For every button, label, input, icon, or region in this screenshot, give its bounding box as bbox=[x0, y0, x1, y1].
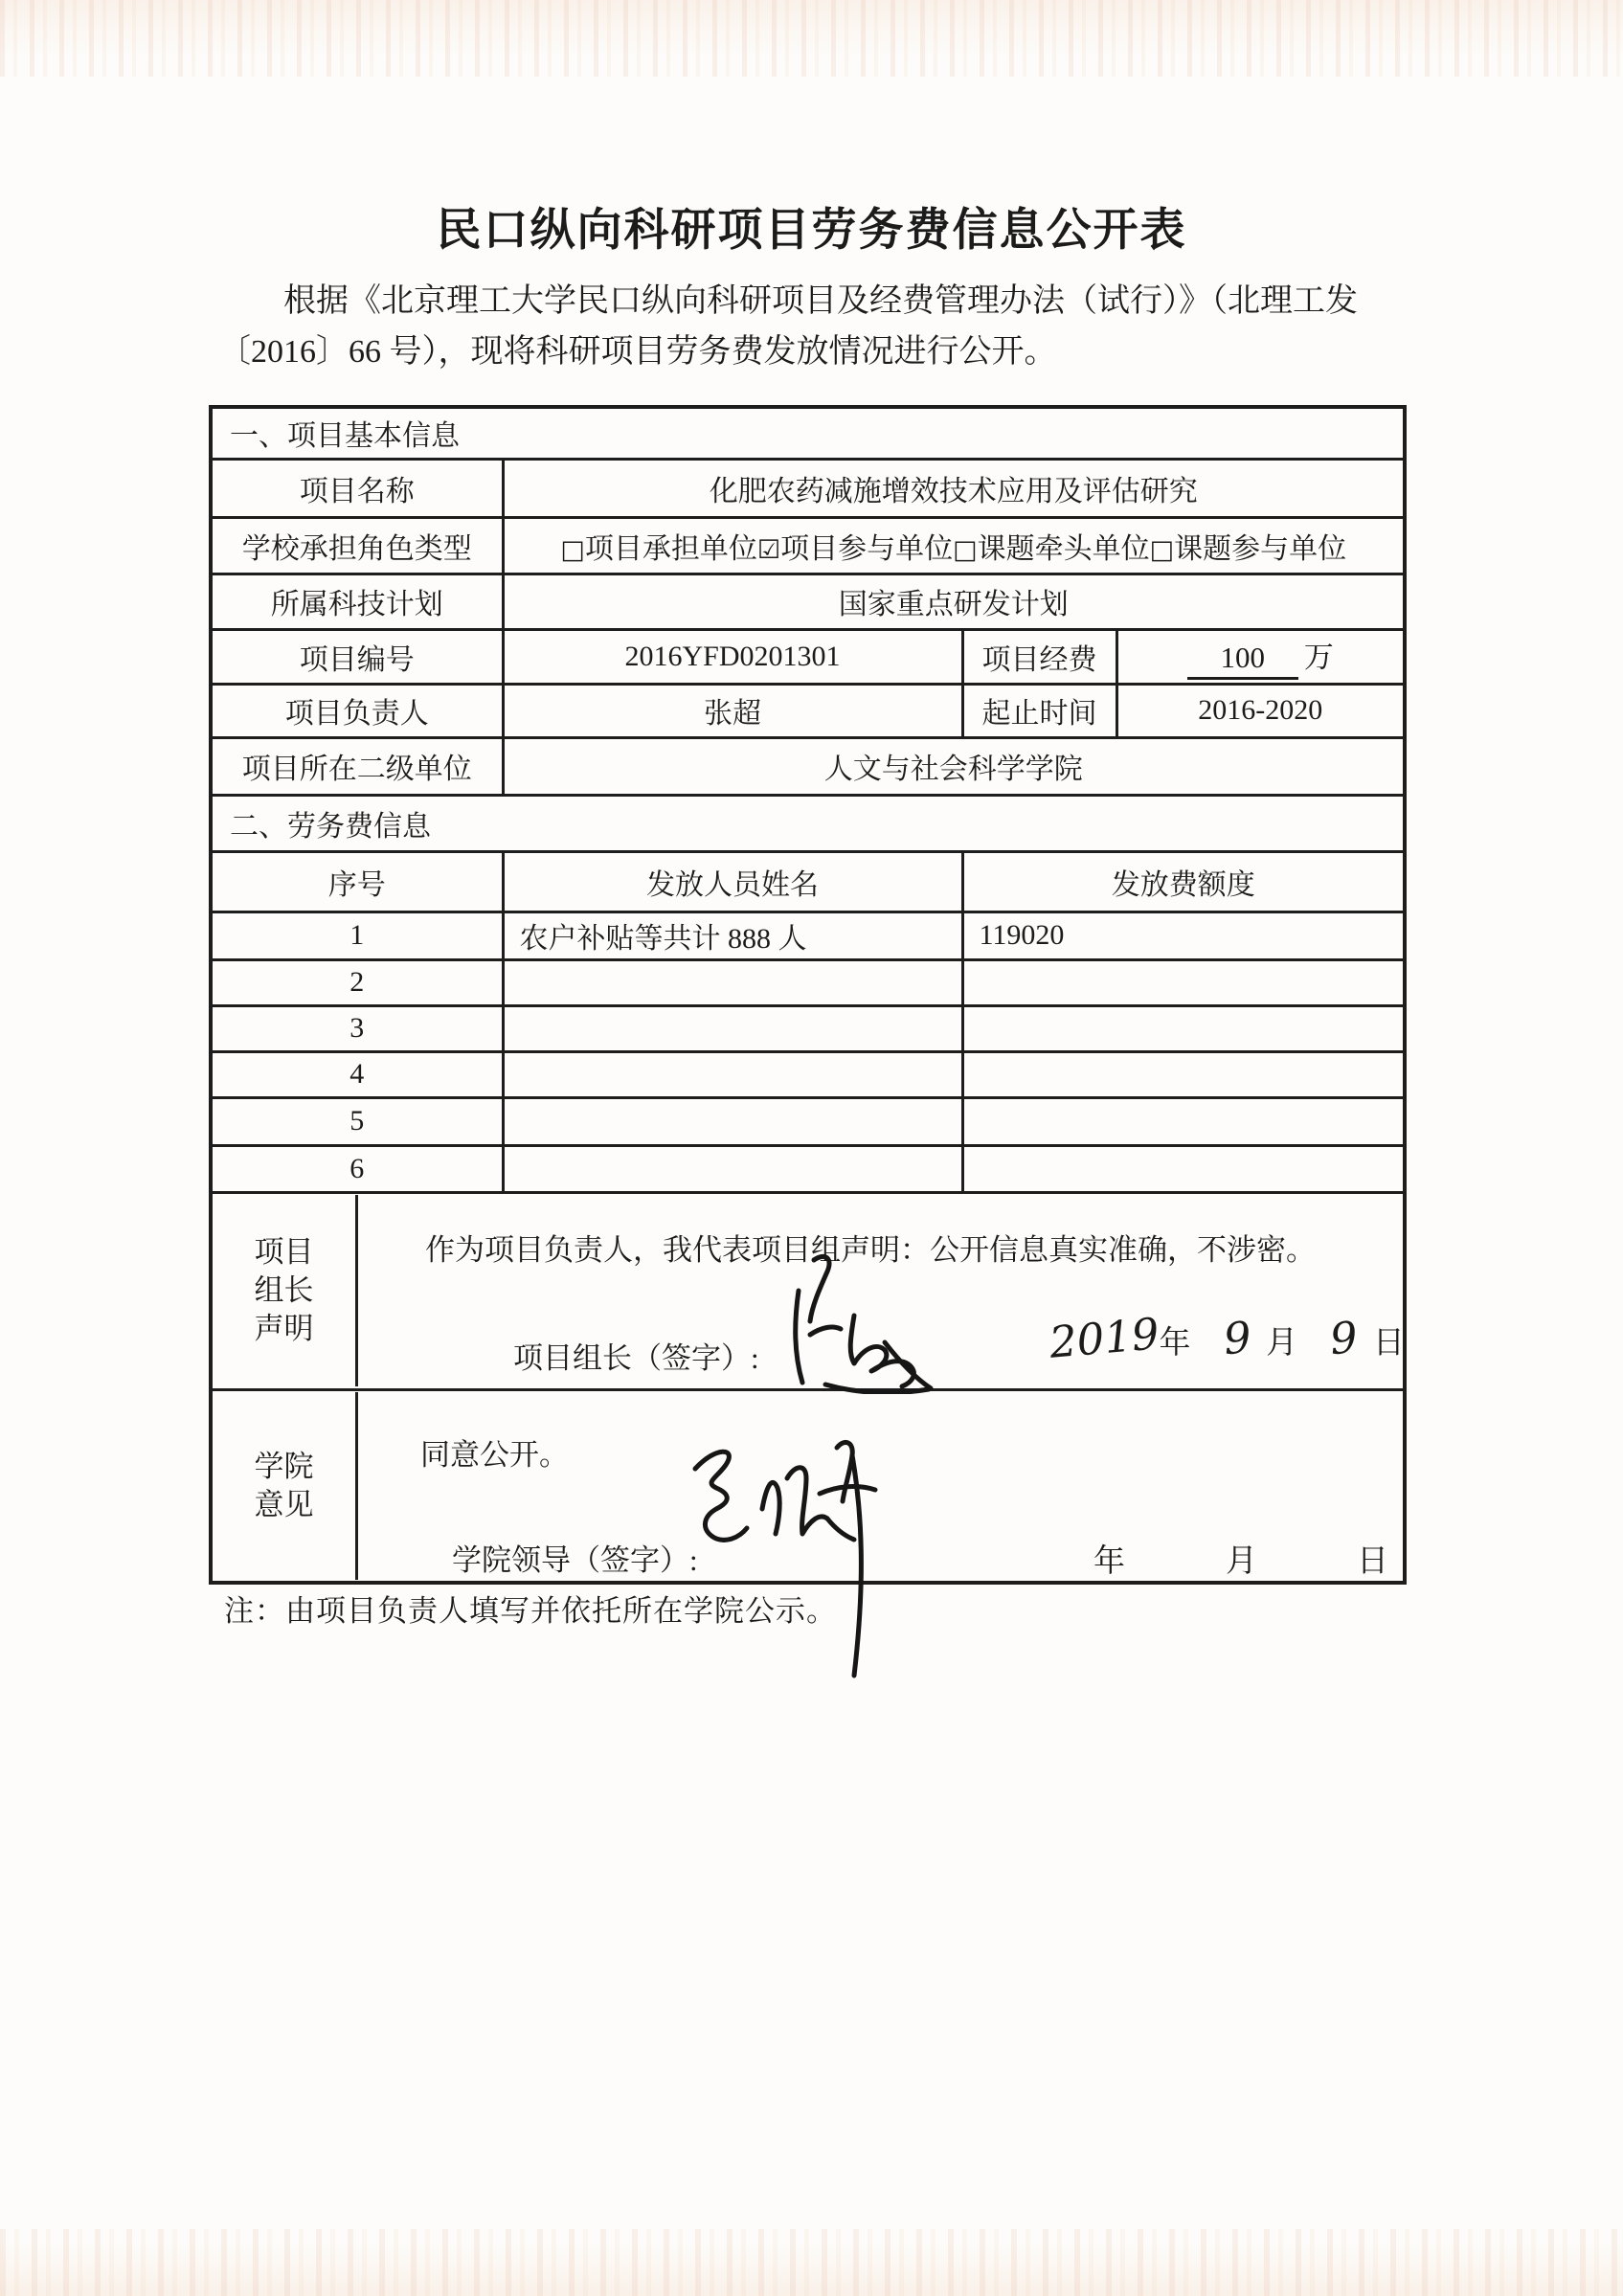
page-title: 民口纵向科研项目劳务费信息公开表 bbox=[436, 206, 1187, 256]
project-number-row bbox=[211, 629, 1405, 684]
checkbox-unchecked-icon: □ bbox=[953, 534, 978, 565]
month-suffix: 月 bbox=[1266, 1326, 1298, 1361]
declaration-statement: 作为项目负责人，我代表项目组声明：公开信息真实准确，不涉密。 bbox=[425, 1233, 1316, 1267]
budget-unit: 万 bbox=[1303, 641, 1334, 674]
project-name-value: 化肥农药减施增效技术应用及评估研究 bbox=[503, 459, 1405, 517]
labor-table-header-row bbox=[211, 851, 1405, 912]
day-suffix: 日 bbox=[1372, 1326, 1405, 1361]
labor-row-amount: 119020 bbox=[962, 912, 1405, 959]
handwritten-month: 9 bbox=[1221, 1311, 1253, 1365]
college-opinion-content bbox=[358, 1392, 1403, 1580]
labor-row-name bbox=[503, 1051, 962, 1097]
leader-declaration-content bbox=[358, 1195, 1403, 1386]
labor-row-no: 2 bbox=[211, 959, 503, 1005]
role-option-undertaker bbox=[560, 533, 757, 565]
intro-line-2: 〔2016〕66 号），现将科研项目劳务费发放情况进行公开。 bbox=[218, 334, 1057, 370]
intro-line-1: 根据《北京理工大学民口纵向科研项目及经费管理办法（试行）》（北理工发 bbox=[283, 283, 1358, 319]
college-sign-caption: 学院领导（签字）: bbox=[452, 1542, 698, 1577]
period-value: 2016-2020 bbox=[1116, 684, 1405, 737]
scan-noise-bottom bbox=[0, 2229, 1623, 2296]
budget-label: 项目经费 bbox=[962, 629, 1116, 684]
labor-row-name bbox=[503, 1005, 962, 1051]
labor-row-1 bbox=[211, 912, 1405, 959]
role-option-label: 项目参与单位 bbox=[780, 532, 954, 565]
role-option-topic-lead bbox=[953, 533, 1150, 565]
labor-row-amount bbox=[962, 1005, 1405, 1051]
leader-sign-date bbox=[1047, 1308, 1405, 1368]
unit-value: 人文与社会科学学院 bbox=[503, 737, 1405, 795]
role-option-label: 课题参与单位 bbox=[1174, 532, 1347, 565]
section1-header-row bbox=[211, 407, 1405, 459]
project-number-value: 2016YFD0201301 bbox=[503, 629, 962, 684]
label-line: 项目 bbox=[254, 1235, 314, 1269]
college-opinion-label bbox=[213, 1392, 358, 1580]
labor-row-2 bbox=[211, 959, 1405, 1005]
handwritten-year: 2019 bbox=[1047, 1308, 1161, 1368]
year-suffix: 年 bbox=[1093, 1543, 1125, 1579]
footer-note: 注：由项目负责人填写并依托所在学院公示。 bbox=[224, 1594, 837, 1628]
checkbox-unchecked-icon: □ bbox=[1149, 534, 1175, 565]
role-option-topic-participant bbox=[1150, 533, 1347, 565]
day-suffix: 日 bbox=[1357, 1543, 1388, 1579]
label-line: 组长 bbox=[254, 1273, 314, 1307]
labor-row-amount bbox=[962, 1051, 1405, 1097]
labor-row-amount bbox=[962, 1097, 1405, 1145]
project-name-row bbox=[211, 459, 1405, 517]
checkbox-checked-icon: ☑ bbox=[756, 534, 781, 565]
labor-row-no: 3 bbox=[211, 1005, 503, 1051]
project-number-label: 项目编号 bbox=[211, 629, 503, 684]
unit-label: 项目所在二级单位 bbox=[211, 737, 503, 795]
col-header-no: 序号 bbox=[211, 851, 503, 912]
col-header-name: 发放人员姓名 bbox=[503, 851, 962, 912]
budget-cell bbox=[1116, 629, 1405, 684]
col-header-amount: 发放费额度 bbox=[962, 851, 1405, 912]
role-options-cell bbox=[503, 517, 1405, 574]
labor-row-no: 1 bbox=[211, 912, 503, 959]
label-line: 声明 bbox=[254, 1312, 314, 1345]
leader-declaration-label bbox=[213, 1195, 358, 1386]
role-type-label: 学校承担角色类型 bbox=[211, 517, 503, 574]
labor-row-no: 6 bbox=[211, 1145, 503, 1192]
label-line: 意见 bbox=[254, 1487, 314, 1521]
role-option-label: 项目承担单位 bbox=[584, 532, 757, 565]
program-value: 国家重点研发计划 bbox=[503, 574, 1405, 629]
program-row bbox=[211, 574, 1405, 629]
main-form-table bbox=[209, 405, 1407, 1585]
leader-row bbox=[211, 684, 1405, 737]
leader-value: 张超 bbox=[503, 684, 962, 737]
section2-title: 二、劳务费信息 bbox=[211, 795, 1405, 851]
labor-row-name bbox=[503, 1145, 962, 1192]
labor-row-name bbox=[503, 1097, 962, 1145]
leader-sign-caption: 项目组长（签字）: bbox=[513, 1341, 759, 1375]
role-option-label: 课题牵头单位 bbox=[977, 532, 1150, 565]
opinion-statement: 同意公开。 bbox=[420, 1437, 569, 1472]
labor-row-no: 5 bbox=[211, 1097, 503, 1145]
scan-noise-top bbox=[0, 0, 1623, 77]
leader-handwritten-signature bbox=[772, 1250, 936, 1394]
labor-row-amount bbox=[962, 959, 1405, 1005]
year-suffix: 年 bbox=[1159, 1326, 1191, 1361]
college-leader-handwritten-signature bbox=[674, 1406, 904, 1683]
labor-row-amount bbox=[962, 1145, 1405, 1192]
section2-header-row bbox=[211, 795, 1405, 851]
labor-row-4 bbox=[211, 1051, 1405, 1097]
role-type-row bbox=[211, 517, 1405, 574]
unit-row bbox=[211, 737, 1405, 795]
handwritten-day: 9 bbox=[1327, 1311, 1361, 1365]
label-line: 学院 bbox=[254, 1449, 314, 1483]
section1-title: 一、项目基本信息 bbox=[211, 407, 1405, 459]
labor-row-6 bbox=[211, 1145, 1405, 1192]
leader-declaration-row bbox=[211, 1192, 1405, 1389]
month-suffix: 月 bbox=[1226, 1543, 1257, 1579]
budget-value: 100 bbox=[1187, 641, 1298, 680]
labor-row-name bbox=[503, 959, 962, 1005]
labor-row-no: 4 bbox=[211, 1051, 503, 1097]
college-opinion-row bbox=[211, 1389, 1405, 1583]
checkbox-unchecked-icon: □ bbox=[560, 534, 585, 565]
leader-label: 项目负责人 bbox=[211, 684, 503, 737]
program-label: 所属科技计划 bbox=[211, 574, 503, 629]
labor-row-3 bbox=[211, 1005, 1405, 1051]
role-option-participant bbox=[757, 533, 953, 565]
labor-row-name: 农户补贴等共计 888 人 bbox=[503, 912, 962, 959]
period-label: 起止时间 bbox=[962, 684, 1116, 737]
labor-row-5 bbox=[211, 1097, 1405, 1145]
intro-paragraph bbox=[218, 276, 1434, 377]
project-name-label: 项目名称 bbox=[211, 459, 503, 517]
